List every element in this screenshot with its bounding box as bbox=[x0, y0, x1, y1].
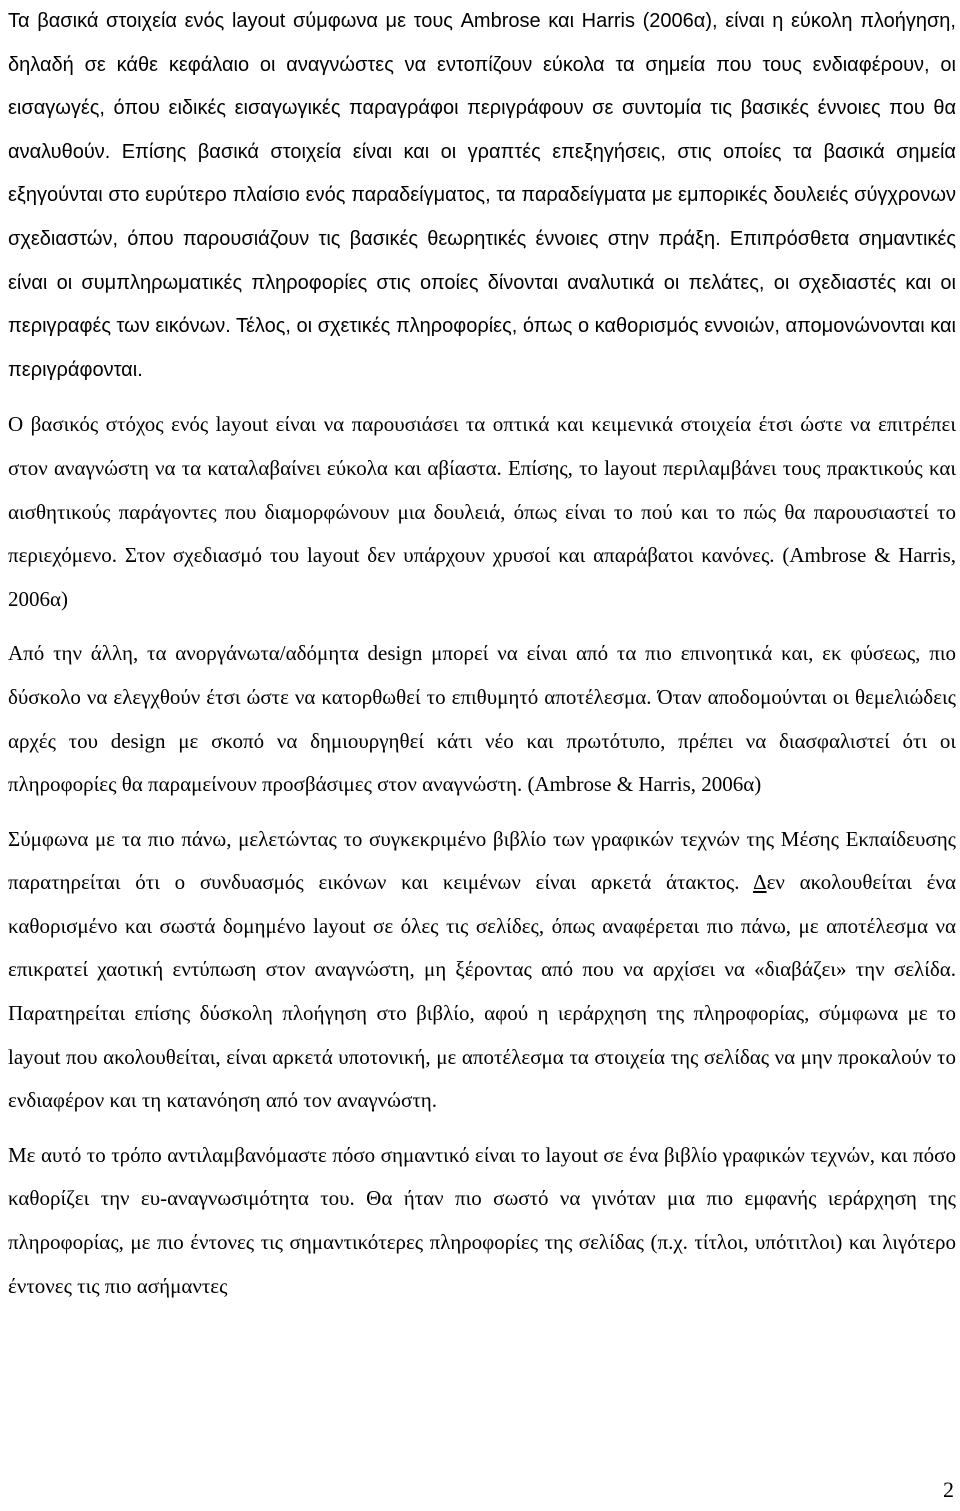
paragraph-text: Σύμφωνα με τα πιο πάνω, μελετώντας το συγκεκριμένο βιβλίο των γραφικών τεχνών της Μέσης Εκπαίδευσης παρατηρείται ότι ο συνδυασμός εικόνων και κειμένων είναι αρκετά άτακτος. bbox=[8, 826, 956, 895]
paragraph-layout-elements bbox=[8, 0, 956, 392]
body-text bbox=[8, 0, 956, 1308]
page-number: 2 bbox=[943, 1477, 954, 1502]
paragraph-text: Τα βασικά στοιχεία ενός layout σύμφωνα με τους Ambrose και Harris (2006α), είναι η εύκολη πλοήγηση, δηλαδή σε κάθε κεφάλαιο οι αναγνώστες να εντοπίζουν εύκολα τα σημεία που τους ενδιαφέρουν, οι εισαγωγές, όπου ειδικές εισαγωγικές παραγράφοι περιγράφουν σε συντομία τις βασικές έννοιες που θα αναλυθούν. Επίσης βασικά στοιχεία είναι και οι γραπτές επεξηγήσεις, στις οποίες τα βασικά σημεία εξηγούνται στο ευρύτερο πλαίσιο ενός παραδείγματος, τα παραδείγματα με εμπορικές δουλειές σύγχρονων σχεδιαστών, όπου παρουσιάζουν τις βασικές θεωρητικές έννοιες στην πράξη. Επιπρόσθετα σημαντικές είναι οι συμπληρωματικές πληροφορίες στις οποίες δίνονται αναλυτικά οι πελάτες, οι σχεδιαστές και οι περιγραφές των εικόνων. Τέλος, οι σχετικές πληροφορίες, όπως ο καθορισμός εννοιών, απομονώνονται και περιγράφονται. bbox=[8, 10, 956, 381]
paragraph-text: Με αυτό το τρόπο αντιλαμβανόμαστε πόσο σημαντικό είναι το layout σε ένα βιβλίο γραφικών τεχνών, και πόσο καθορίζει την ευ-αναγνωσιμότητα του. Θα ήταν πιο σωστό να γινόταν μια πιο εμφανής ιεράρχηση της πληροφορίας, με πιο έντονες τις σημαντικότερες πληροφορίες της σελίδας (π.χ. τίτλοι, υπότιτλοι) και λιγότερο έντονες τις πιο ασήμαντες bbox=[8, 1142, 956, 1298]
paragraph-text: εν ακολουθείται ένα καθορισμένο και σωστά δομημένο layout σε όλες τις σελίδες, όπως αναφέρεται πιο πάνω, με αποτέλεσμα να επικρατεί χαοτική εντύπωση στον αναγνώστη, μη ξέροντας από που να αρχίσει να «διαβάζει» την σελίδα. Παρατηρείται επίσης δύσκολη πλοήγηση στο βιβλίο, αφού η ιεράρχηση της πληροφορίας, σύμφωνα με το layout που ακολουθείται, είναι αρκετά υποτονική, με αποτέλεσμα τα στοιχεία της σελίδας να μην προκαλούν το ενδιαφέρον και τη κατανόηση από τον αναγνώστη. bbox=[8, 870, 956, 1113]
paragraph-text: Ο βασικός στόχος ενός layout είναι να παρουσιάσει τα οπτικά και κειμενικά στοιχεία έτσι ώστε να επιτρέπει στον αναγνώστη να τα καταλαβαίνει εύκολα και αβίαστα. Επίσης, το layout περιλαμβάνει τους πρακτικούς και αισθητικούς παράγοντες που διαμορφώνουν μια δουλειά, όπως είναι το πού και το πώς θα παρουσιαστεί το περιεχόμενο. Στον σχεδιασμό του layout δεν υπάρχουν χρυσοί και απαράβατοι κανόνες. (Ambrose & Harris, 2006α) bbox=[8, 412, 956, 611]
paragraph-text: Από την άλλη, τα ανοργάνωτα/αδόμητα design μπορεί να είναι από τα πιο επινοητικά και, εκ φύσεως, πιο δύσκολο να ελεγχθούν έτσι ώστε να κατορθωθεί το επιθυμητό αποτέλεσμα. Όταν αποδομούνται οι θεμελιώδεις αρχές του design με σκοπό να δημιουργηθεί κάτι νέο και πρωτότυπο, πρέπει να διασφαλιστεί ότι οι πληροφορίες θα παραμείνουν προσβάσιμες στον αναγνώστη. (Ambrose & Harris, 2006α) bbox=[8, 641, 956, 797]
paragraph-book-observation bbox=[8, 818, 956, 1123]
underlined-letter: Δ bbox=[753, 870, 767, 895]
paragraph-unstructured-design bbox=[8, 632, 956, 806]
paragraph-layout-goal bbox=[8, 403, 956, 621]
paragraph-conclusion bbox=[8, 1134, 956, 1308]
